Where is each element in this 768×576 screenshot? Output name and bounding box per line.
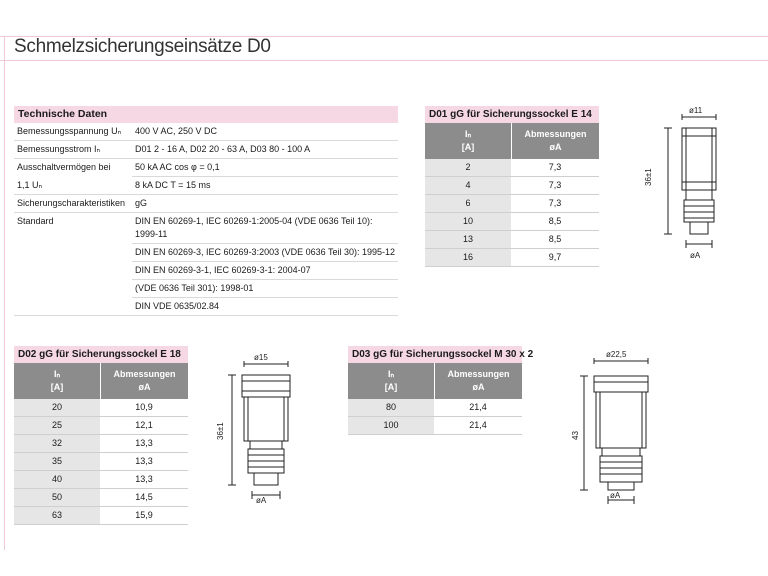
table-row: [425, 231, 599, 249]
table-row: [425, 177, 599, 195]
d02-bottom-dimension: øA: [256, 496, 267, 505]
page-title: Schmelzsicherungseinsätze D0: [14, 36, 271, 57]
col-label: Iₙ: [53, 369, 61, 379]
cell-dimension: 8,5: [511, 213, 599, 230]
row-value: (VDE 0636 Teil 301): 1998-01: [132, 280, 398, 298]
row-label: [14, 280, 132, 298]
d02-column-headers: [14, 363, 188, 399]
left-rule: [4, 36, 5, 550]
cell-current: 100: [348, 417, 434, 434]
row-value: DIN VDE 0635/02.84: [135, 301, 220, 311]
technical-data-header: Technische Daten: [14, 106, 398, 123]
col-unit: [A]: [461, 142, 475, 152]
title-rule: [0, 60, 768, 61]
d01-table: [425, 106, 599, 267]
cell-current: 13: [425, 231, 511, 248]
cell-current: 50: [14, 489, 100, 506]
cell-current: 32: [14, 435, 100, 452]
col-label: Iₙ: [387, 369, 395, 379]
table-row: [14, 417, 188, 435]
row-value: DIN EN 60269-3-1, IEC 60269-3-1: 2004-07: [132, 262, 398, 280]
d03-table: [348, 346, 534, 435]
table-row: [348, 399, 522, 417]
d02-header: D02 gG für Sicherungssockel E 18: [14, 346, 188, 363]
cell-dimension: 8,5: [511, 231, 599, 248]
d01-top-dimension: ø11: [689, 106, 703, 115]
d02-fuse-drawing: [226, 361, 306, 511]
col-current-header: [425, 123, 512, 159]
table-row: [14, 213, 398, 244]
d01-fuse-drawing: [660, 114, 730, 254]
cell-dimension: 12,1: [100, 417, 188, 434]
table-row: [425, 213, 599, 231]
cell-dimension: 7,3: [511, 195, 599, 212]
d03-header: D03 gG für Sicherungssockel M 30 x 2: [348, 346, 522, 363]
d01-header: D01 gG für Sicherungssockel E 14: [425, 106, 599, 123]
d01-bottom-dimension: øA: [690, 251, 701, 260]
d03-top-dimension: ø22,5: [606, 350, 627, 359]
cell-dimension: 13,3: [100, 453, 188, 470]
table-row: [425, 195, 599, 213]
row-value: D01 2 - 16 A, D02 20 - 63 A, D03 80 - 100 A: [135, 144, 311, 154]
row-label: Standard: [17, 216, 54, 226]
col-current-header: [14, 363, 101, 399]
row-value: DIN EN 60269-3, IEC 60269-3:2003 (VDE 0636 Teil 30): 1995-12: [132, 244, 398, 262]
cell-current: 80: [348, 399, 434, 416]
table-row: [14, 141, 398, 159]
table-row: [14, 262, 398, 280]
d03-side-dimension: 43: [571, 431, 580, 440]
row-label: 1,1 Uₙ: [17, 180, 43, 190]
row-value: 8 kA DC T = 15 ms: [135, 180, 211, 190]
row-label: [14, 298, 132, 315]
cell-dimension: 7,3: [511, 159, 599, 176]
row-value: 400 V AC, 250 V DC: [135, 126, 218, 136]
row-value: 50 kA AC cos φ = 0,1: [132, 159, 398, 177]
d03-bottom-dimension: øA: [610, 491, 621, 500]
col-unit: [A]: [50, 382, 64, 392]
cell-dimension: 21,4: [434, 399, 522, 416]
d03-fuse-drawing: [578, 358, 668, 508]
table-row: [14, 453, 188, 471]
row-label: Sicherungscharakteristiken: [17, 198, 126, 208]
cell-current: 20: [14, 399, 100, 416]
cell-current: 40: [14, 471, 100, 488]
table-row: [425, 249, 599, 267]
table-row: [14, 399, 188, 417]
table-row: [14, 471, 188, 489]
cell-dimension: 14,5: [100, 489, 188, 506]
table-row: [14, 489, 188, 507]
col-unit: øA: [549, 142, 562, 152]
row-value: gG: [135, 198, 148, 208]
row-label: [14, 262, 132, 280]
cell-current: 25: [14, 417, 100, 434]
col-dimension-header: [101, 363, 188, 399]
row-label: Ausschaltvermögen bei: [17, 162, 111, 172]
row-label: Bemessungsstrom Iₙ: [17, 144, 101, 154]
col-label: Abmessungen: [524, 129, 587, 139]
cell-current: 35: [14, 453, 100, 470]
table-row: [14, 159, 398, 177]
d02-table: [14, 346, 188, 525]
cell-dimension: 15,9: [100, 507, 188, 524]
table-row: [14, 507, 188, 525]
cell-dimension: 13,3: [100, 435, 188, 452]
d01-side-dimension: 36±1: [644, 168, 653, 186]
cell-current: 6: [425, 195, 511, 212]
cell-dimension: 10,9: [100, 399, 188, 416]
cell-current: 2: [425, 159, 511, 176]
col-unit: øA: [472, 382, 485, 392]
col-label: Abmessungen: [447, 369, 510, 379]
d01-column-headers: [425, 123, 599, 159]
cell-current: 63: [14, 507, 100, 524]
d02-top-dimension: ø15: [254, 353, 268, 362]
col-label: Abmessungen: [113, 369, 176, 379]
table-row: [14, 244, 398, 262]
col-unit: [A]: [384, 382, 398, 392]
d03-column-headers: [348, 363, 522, 399]
col-unit: øA: [138, 382, 151, 392]
cell-current: 4: [425, 177, 511, 194]
row-label: Bemessungsspannung Uₙ: [17, 126, 122, 136]
table-row: [348, 417, 522, 435]
row-value: DIN EN 60269-1, IEC 60269-1:2005-04 (VDE 0636 Teil 10): 1999-11: [132, 213, 398, 244]
col-dimension-header: [512, 123, 599, 159]
col-dimension-header: [435, 363, 522, 399]
table-row: [425, 159, 599, 177]
cell-current: 10: [425, 213, 511, 230]
table-row: [14, 298, 398, 316]
table-row: [14, 435, 188, 453]
row-label: [14, 244, 132, 262]
table-row: [14, 123, 398, 141]
table-row: [14, 280, 398, 298]
cell-dimension: 21,4: [434, 417, 522, 434]
col-current-header: [348, 363, 435, 399]
cell-current: 16: [425, 249, 511, 266]
cell-dimension: 13,3: [100, 471, 188, 488]
table-row: [14, 177, 398, 195]
d02-side-dimension: 36±1: [216, 422, 225, 440]
col-label: Iₙ: [464, 129, 472, 139]
table-row: [14, 195, 398, 213]
cell-dimension: 7,3: [511, 177, 599, 194]
technical-data-table: [14, 106, 398, 316]
cell-dimension: 9,7: [511, 249, 599, 266]
